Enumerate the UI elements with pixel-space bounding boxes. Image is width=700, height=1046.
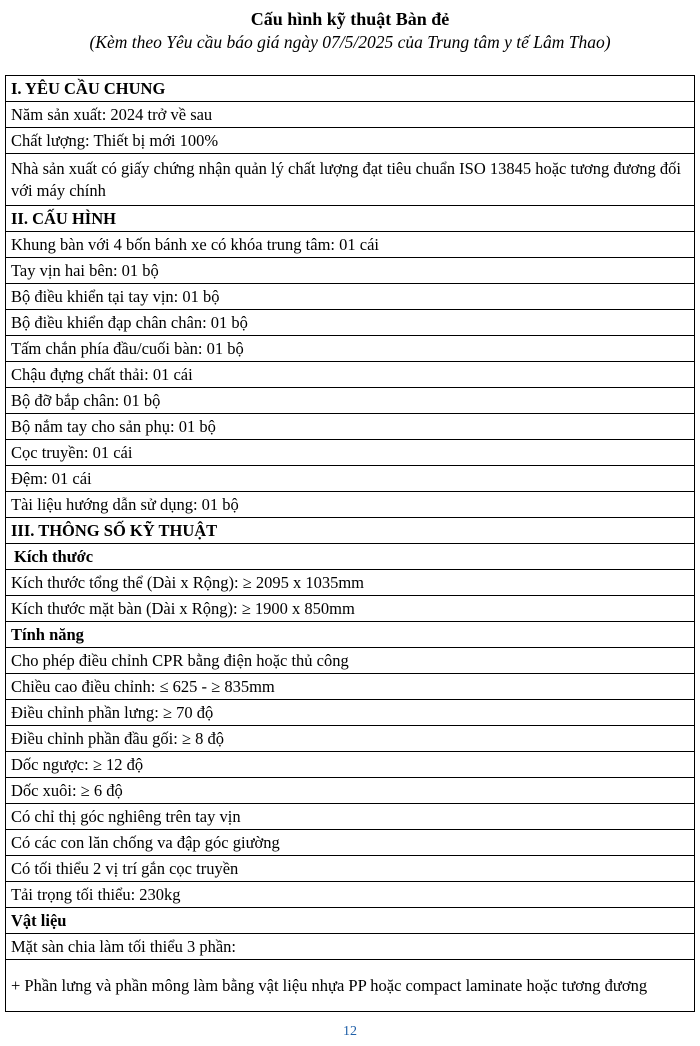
table-cell: Bộ đỡ bắp chân: 01 bộ xyxy=(6,388,695,414)
table-cell: Cho phép điều chỉnh CPR bằng điện hoặc thủ công xyxy=(6,648,695,674)
section-heading: III. THÔNG SỐ KỸ THUẬT xyxy=(6,518,695,544)
table-row xyxy=(6,778,695,804)
table-cell: Mặt sàn chia làm tối thiểu 3 phần: xyxy=(6,934,695,960)
table-cell: Tay vịn hai bên: 01 bộ xyxy=(6,258,695,284)
subsection-heading: Tính năng xyxy=(6,622,695,648)
page-number: 12 xyxy=(343,1024,357,1039)
table-row xyxy=(6,856,695,882)
table-cell: Bộ điều khiển tại tay vịn: 01 bộ xyxy=(6,284,695,310)
table-row xyxy=(6,102,695,128)
table-row xyxy=(6,336,695,362)
table-row xyxy=(6,960,695,1012)
table-cell: Chiều cao điều chỉnh: ≤ 625 - ≥ 835mm xyxy=(6,674,695,700)
subsection-heading-row xyxy=(6,544,695,570)
table-cell: Khung bàn với 4 bốn bánh xe có khóa trung tâm: 01 cái xyxy=(6,232,695,258)
section-heading-row xyxy=(6,206,695,232)
table-row xyxy=(6,492,695,518)
table-row xyxy=(6,466,695,492)
table-row xyxy=(6,674,695,700)
table-cell: + Phần lưng và phần mông làm bằng vật liệu nhựa PP hoặc compact laminate hoặc tương đương xyxy=(6,960,695,1012)
table-cell: Dốc ngược: ≥ 12 độ xyxy=(6,752,695,778)
document-title: Cấu hình kỹ thuật Bàn đẻ xyxy=(250,9,450,29)
table-row xyxy=(6,284,695,310)
subsection-heading: Kích thước xyxy=(6,544,695,570)
table-row xyxy=(6,648,695,674)
subsection-heading: Vật liệu xyxy=(6,908,695,934)
table-cell: Tài liệu hướng dẫn sử dụng: 01 bộ xyxy=(6,492,695,518)
table-cell: Có các con lăn chống va đập góc giường xyxy=(6,830,695,856)
table-row xyxy=(6,882,695,908)
table-cell: Bộ điều khiển đạp chân chân: 01 bộ xyxy=(6,310,695,336)
section-heading-row xyxy=(6,518,695,544)
table-row xyxy=(6,258,695,284)
table-row xyxy=(6,414,695,440)
table-cell: Có chỉ thị góc nghiêng trên tay vịn xyxy=(6,804,695,830)
table-cell: Chất lượng: Thiết bị mới 100% xyxy=(6,128,695,154)
table-row xyxy=(6,154,695,206)
table-row xyxy=(6,700,695,726)
table-row xyxy=(6,310,695,336)
table-cell: Kích thước mặt bàn (Dài x Rộng): ≥ 1900 x 850mm xyxy=(6,596,695,622)
table-row xyxy=(6,440,695,466)
table-cell: Cọc truyền: 01 cái xyxy=(6,440,695,466)
table-row xyxy=(6,128,695,154)
table-row xyxy=(6,726,695,752)
table-row xyxy=(6,362,695,388)
table-cell: Điều chỉnh phần đầu gối: ≥ 8 độ xyxy=(6,726,695,752)
table-cell: Điều chỉnh phần lưng: ≥ 70 độ xyxy=(6,700,695,726)
table-row xyxy=(6,388,695,414)
section-heading-row xyxy=(6,76,695,102)
table-cell: Có tối thiểu 2 vị trí gắn cọc truyền xyxy=(6,856,695,882)
table-row xyxy=(6,752,695,778)
table-cell: Chậu đựng chất thải: 01 cái xyxy=(6,362,695,388)
document-subtitle: (Kèm theo Yêu cầu báo giá ngày 07/5/2025 của Trung tâm y tế Lâm Thao) xyxy=(89,32,611,52)
table-cell: Kích thước tổng thể (Dài x Rộng): ≥ 2095 x 1035mm xyxy=(6,570,695,596)
spec-table xyxy=(5,75,695,1012)
table-row xyxy=(6,804,695,830)
table-row xyxy=(6,570,695,596)
section-heading: II. CẤU HÌNH xyxy=(6,206,695,232)
table-row xyxy=(6,232,695,258)
table-cell: Bộ nắm tay cho sản phụ: 01 bộ xyxy=(6,414,695,440)
table-cell: Dốc xuôi: ≥ 6 độ xyxy=(6,778,695,804)
table-cell: Nhà sản xuất có giấy chứng nhận quản lý chất lượng đạt tiêu chuẩn ISO 13845 hoặc tương đương đối với máy chính xyxy=(6,154,695,206)
table-row xyxy=(6,596,695,622)
table-row xyxy=(6,934,695,960)
table-row xyxy=(6,830,695,856)
section-heading: I. YÊU CẦU CHUNG xyxy=(6,76,695,102)
table-cell: Đệm: 01 cái xyxy=(6,466,695,492)
table-cell: Năm sản xuất: 2024 trở về sau xyxy=(6,102,695,128)
subsection-heading-row xyxy=(6,908,695,934)
subsection-heading-row xyxy=(6,622,695,648)
table-cell: Tải trọng tối thiểu: 230kg xyxy=(6,882,695,908)
table-cell: Tấm chắn phía đầu/cuối bàn: 01 bộ xyxy=(6,336,695,362)
